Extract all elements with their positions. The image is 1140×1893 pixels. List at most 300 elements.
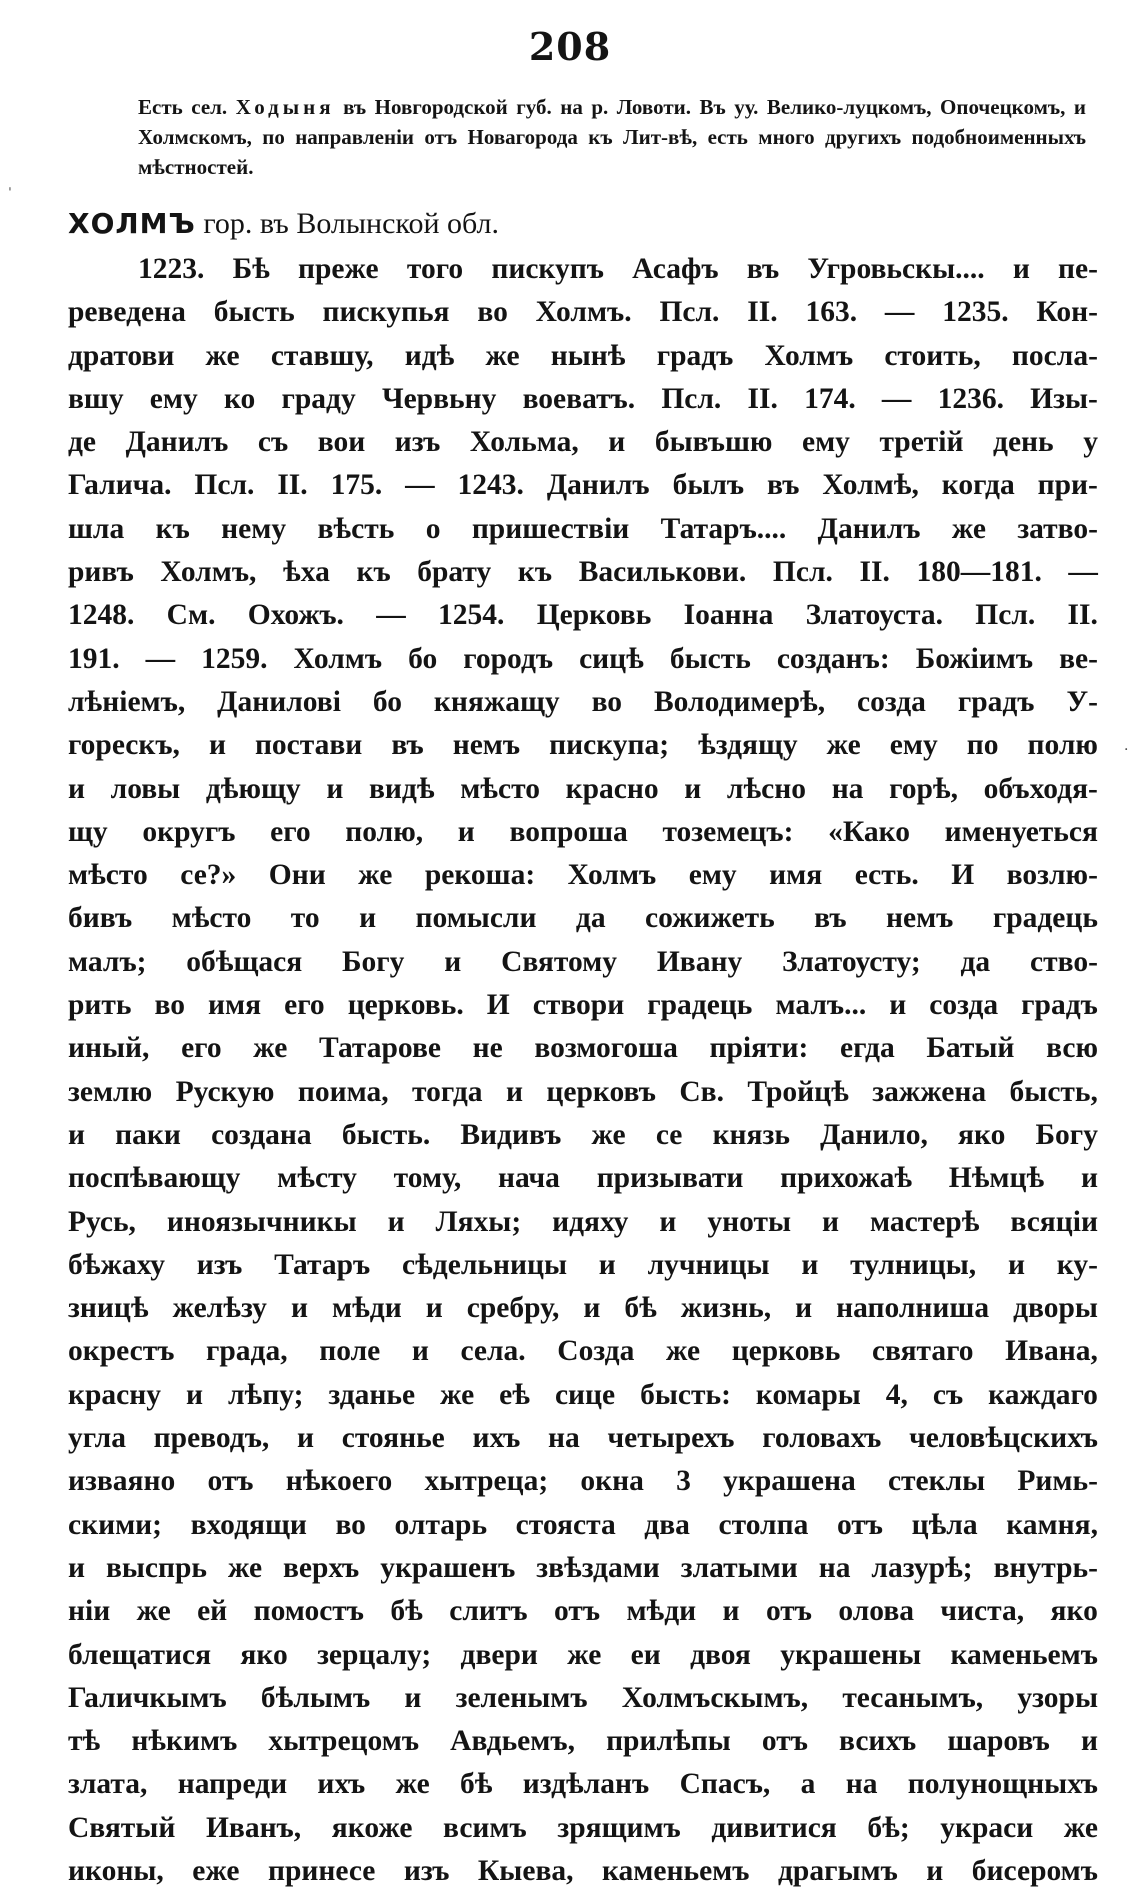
word: и [359,902,377,935]
word: стояста [515,1508,616,1541]
word: паки [115,1118,181,1151]
word: Видивъ [460,1118,562,1151]
word: У- [1066,685,1098,718]
word: прихожаѣ [780,1162,913,1195]
word: тесанымъ, [842,1681,984,1714]
word: отъ [836,1508,884,1541]
word: имя [769,859,823,892]
word: Хольма, [469,426,579,459]
word: дворы [1013,1292,1098,1325]
word: II. [859,556,890,589]
word: же [951,512,986,545]
word: Ивана, [1005,1335,1098,1368]
word: во [335,1508,366,1541]
word: воеватъ. [522,382,636,415]
word: ѣха [283,556,330,589]
word: и [1080,1162,1098,1195]
word: у [1083,426,1098,459]
word: княжащу [433,685,560,718]
word: бысть [669,642,751,675]
text-line [68,1763,1098,1806]
note-text: въ Новгородской губ. на р. Ловоти. Въ уу. Велико-луцкомъ, Опочецкомъ, и Холмскомъ, по направленіи отъ Новагорода къ Лит-вѣ, есть много другихъ подобноименныхъ мѣстностей. [138,95,1086,179]
word: изваяно [68,1465,176,1498]
word: Псл. [975,599,1036,632]
word: вои [317,426,366,459]
word: на [818,1551,851,1584]
word: иноязычникы [166,1205,357,1238]
word: дивитися [711,1811,837,1844]
word: столпа [718,1508,809,1541]
text-line [68,1547,1098,1590]
text-line [68,984,1098,1027]
word: егда [840,1032,895,1065]
word: злата, [68,1768,148,1801]
word: же [1063,1811,1098,1844]
word: малъ... [775,989,867,1022]
word: 3 [676,1465,691,1498]
word: человѣцскихъ [909,1422,1098,1455]
word: ей [197,1595,228,1628]
word: третій [879,426,964,459]
word: отъ [761,1725,808,1758]
word: тѣ [68,1725,101,1758]
word: полунощныхъ [907,1768,1098,1801]
word: бѣлымъ [260,1681,371,1714]
word: къ [155,512,190,545]
word: каменьемъ [950,1638,1098,1671]
word: жизнь, [680,1292,772,1325]
word: поспѣвающу [68,1162,241,1195]
word: Русь, [68,1205,136,1238]
word: красну [68,1378,161,1411]
word: его [270,815,311,848]
word: и [326,772,344,805]
word: ему [801,426,850,459]
word: дратови [68,339,175,372]
word: тогда [412,1075,483,1108]
word: идѣ [404,339,455,372]
word: того [406,253,464,285]
word: лазурѣ; [871,1551,973,1584]
word: же [440,1378,475,1411]
word: же [485,339,520,372]
word: стоить, [884,339,981,372]
word: бѣ [460,1768,493,1801]
word: бѣжаху [68,1248,165,1281]
word: хытрецомъ [268,1725,420,1758]
word: Татарове [319,1032,441,1065]
word: къ [356,556,391,589]
word: именуеться [944,815,1098,848]
word: и [208,729,226,762]
word: Василькови. [578,556,747,589]
word: ко [223,382,256,415]
word: же [205,339,240,372]
word: ривъ [68,556,134,589]
word: же [665,1335,701,1368]
word: созданъ: [776,642,890,675]
word: цѣла [911,1508,978,1541]
text-line [68,291,1098,334]
word: создана [211,1118,312,1151]
word: украшена [723,1465,856,1498]
text-line [68,551,1098,594]
text-line [68,1634,1098,1677]
word: створи [532,989,625,1022]
margin-speck: ˈ [8,186,12,202]
word: тулницы, [850,1248,977,1281]
word: бѣ [390,1595,423,1628]
word: пискупья [322,296,450,329]
text-line [68,1677,1098,1720]
word: украси [940,1811,1034,1844]
word: день [993,426,1054,459]
word: и [1080,1725,1098,1758]
word: 180—181. [916,556,1042,589]
word: угла [68,1422,126,1455]
word: помысли [415,902,537,935]
text-line [68,1071,1098,1114]
word: Холмъ [764,339,854,372]
word: и [795,1292,813,1325]
word: и [505,1075,523,1108]
word: еѣ [499,1378,530,1411]
word: ніи [68,1595,111,1628]
text-line [68,1114,1098,1157]
word: 1259. [201,642,268,675]
word: града, [206,1335,288,1368]
word: ку- [1056,1248,1098,1281]
word: 1248. [68,599,135,632]
word: Галичкымъ [68,1681,227,1714]
word: и [457,815,475,848]
word: двоя [690,1638,751,1671]
word: бо [372,685,402,718]
word: 1254. [438,599,505,632]
word: Володимерѣ, [654,685,826,718]
word: Бѣ [232,253,270,285]
word: — [1068,556,1098,589]
word: окна [580,1465,644,1498]
word: мѣди [626,1595,697,1628]
word: каменьемъ [602,1854,750,1887]
word: же [395,1768,430,1801]
word: Нѣмцѣ [948,1162,1045,1195]
word: скими; [68,1508,163,1541]
word: лѣніемъ, [68,685,186,718]
word: градъ [957,685,1035,718]
word: преводъ, [153,1422,270,1455]
word: стеклы [887,1465,986,1498]
word: ему [149,382,198,415]
word: всихъ [839,1725,917,1758]
word: и [444,945,462,978]
word: хытреца; [424,1465,549,1498]
word: бысть: [640,1378,731,1411]
word: да [575,902,606,935]
word: Псл. [659,296,720,329]
word: съ [932,1378,964,1411]
word: пискупа; [549,729,670,762]
word: ему [688,859,737,892]
word: Татаръ.... [660,512,787,545]
word: головахъ [762,1422,882,1455]
text-line [68,1287,1098,1330]
word: Псл. [772,556,833,589]
text-line [68,1027,1098,1070]
word: 174. [804,382,856,415]
word: Они [268,859,326,892]
word: Ляхы; [435,1205,522,1238]
word: князь [712,1118,790,1151]
word: входящи [190,1508,307,1541]
word: щу [68,815,108,848]
word: желѣзу [172,1292,267,1325]
word: чиста, [940,1595,1025,1628]
word: Изы- [1030,382,1098,415]
word: затво- [1017,512,1098,545]
word: бѣ [624,1292,657,1325]
word: бѣ; [867,1811,910,1844]
word: и [68,1551,85,1584]
word: и [387,1205,405,1238]
word: пришествіи [471,512,630,545]
word: Охожъ. [247,599,344,632]
word: Холмъ [567,859,657,892]
word: и [608,426,626,459]
word: се [655,1118,683,1151]
word: брату [417,556,492,589]
word: градъ [1021,989,1098,1022]
word: лучницы [647,1248,770,1281]
word: еже [192,1854,240,1887]
word: постави [254,729,363,762]
word: же [253,1032,288,1065]
word: ѣздящу [698,729,798,762]
word: не [472,1032,503,1065]
page-number: 208 [528,24,612,69]
text-line [68,248,1098,291]
word: и [185,1378,203,1411]
word: съ [257,426,289,459]
word: граду [281,382,356,415]
word: отъ [553,1595,601,1628]
word: же [136,1595,171,1628]
word: и [1012,253,1030,285]
word: Псл. [661,382,722,415]
word: зерцалу; [317,1638,432,1671]
word: въ [746,253,780,285]
word: 1235. [942,296,1009,329]
word: пріяти: [709,1032,809,1065]
word: звѣздами [536,1551,660,1584]
word: Римь- [1017,1465,1098,1498]
word: И [486,989,510,1022]
word: и [583,1292,601,1325]
word: вѣсть [317,512,395,545]
word: Галича. [68,469,172,502]
word: городъ [463,642,554,675]
word: — [405,469,435,502]
word: возлю- [1006,859,1098,892]
word: олова [838,1595,914,1628]
word: бисеромъ [971,1854,1098,1887]
word: Холмъ [293,642,383,675]
word: ве- [1059,642,1098,675]
word: на [831,772,864,805]
word: святаго [871,1335,974,1368]
word: якоже [331,1811,413,1844]
word: «Како [828,815,910,848]
word: Созда [557,1335,635,1368]
word: въ [767,469,800,502]
word: бивъ [68,902,133,935]
text-line [68,1850,1098,1893]
word: и [659,1205,677,1238]
word: и [290,1292,308,1325]
word: камня, [1006,1508,1098,1541]
text-line [68,724,1098,767]
word: Златоусту; [782,945,921,978]
word: всимъ [443,1811,527,1844]
word: два [644,1508,690,1541]
note-spaced-name: Ходыня [235,95,335,119]
word: Божіимъ [915,642,1034,675]
word: Святому [501,945,618,978]
text-line [68,1201,1098,1244]
word: тоземецъ: [662,815,794,848]
word: выспрь [105,1551,207,1584]
word: немъ [452,729,521,762]
word: всяціи [1010,1205,1098,1238]
word: бывъшю [654,426,773,459]
word: Данилъ [546,469,650,502]
word: сице [554,1378,616,1411]
text-line [68,508,1098,551]
text-line [68,1720,1098,1763]
entry-subtitle: гор. въ Волынской обл. [195,207,500,240]
word: нѣкоего [285,1465,393,1498]
word: мѣсту [277,1162,357,1195]
word: призывати [596,1162,744,1195]
word: въ [814,902,847,935]
word: Червьну [381,382,497,415]
word: Богу [342,945,405,978]
margin-speck: · [1124,742,1129,758]
word: Татаръ [274,1248,371,1281]
word: Псл. [194,469,255,502]
word: и [598,1248,616,1281]
word: яко [958,1118,1006,1151]
word: иный, [68,1032,150,1065]
word: Холмѣ, [822,469,919,502]
word: 163. [805,296,858,329]
word: уноты [707,1205,792,1238]
word: См. [166,599,216,632]
word: малъ; [68,945,147,978]
word: а [800,1768,816,1801]
word: сицѣ [579,642,644,675]
word: идяху [552,1205,629,1238]
word: и [404,1681,422,1714]
word: ихъ [317,1768,366,1801]
word: изъ [403,1854,450,1887]
word: издѣланъ [522,1768,650,1801]
word: — [145,642,176,675]
entry-body [68,248,1098,1893]
word: Іоанна [683,599,774,632]
word: Холмъскымъ, [621,1681,809,1714]
word: II. [277,469,308,502]
entry-heading [68,206,1098,242]
word: стоянье [341,1422,445,1455]
word: объходя- [983,772,1098,805]
word: шаровъ [947,1725,1050,1758]
word: каждаго [988,1378,1098,1411]
text-line [68,1244,1098,1287]
word: и [1007,1248,1025,1281]
word: въ [391,729,424,762]
word: при- [1037,469,1098,502]
word: рить [68,989,132,1022]
word: ставшу, [270,339,374,372]
word: и [68,772,85,805]
word: мѣсто [68,859,148,892]
word: бысть [213,296,295,329]
word: же [567,1638,602,1671]
word: пискупъ [491,253,604,285]
word: шла [68,512,125,545]
text-line [68,638,1098,681]
text-line [68,464,1098,507]
word: его [284,989,325,1022]
text-line [68,941,1098,984]
text-line [68,1330,1098,1373]
word: зажжена [872,1075,987,1108]
word: Спасъ, [679,1768,771,1801]
word: златыми [680,1551,798,1584]
word: мастерѣ [869,1205,980,1238]
word: нынѣ [550,339,626,372]
word: четырехъ [607,1422,735,1455]
word: Даниловi [217,685,341,718]
word: зрящимъ [557,1811,681,1844]
word: имя [208,989,262,1022]
word: драгымъ [777,1854,898,1887]
word: былъ [672,469,745,502]
word: да [960,945,991,978]
word: Данило, [820,1118,928,1151]
word: во [591,685,623,718]
word: созда [929,989,999,1022]
word: Кыева, [477,1854,574,1887]
word: напреди [177,1768,288,1801]
word: тому, [393,1162,462,1195]
word: прилѣпы [606,1725,731,1758]
word: нѣкимъ [131,1725,238,1758]
word: градець [992,902,1098,935]
text-line [68,1417,1098,1460]
word: нему [221,512,287,545]
word: 1243. [457,469,524,502]
word: 175. [330,469,383,502]
note-prefix: Есть сел. [138,95,236,119]
word: верхъ [282,1551,360,1584]
word: посла- [1011,339,1098,372]
word: нача [497,1162,560,1195]
word: же [591,1118,626,1151]
word: церковъ [546,1075,656,1108]
